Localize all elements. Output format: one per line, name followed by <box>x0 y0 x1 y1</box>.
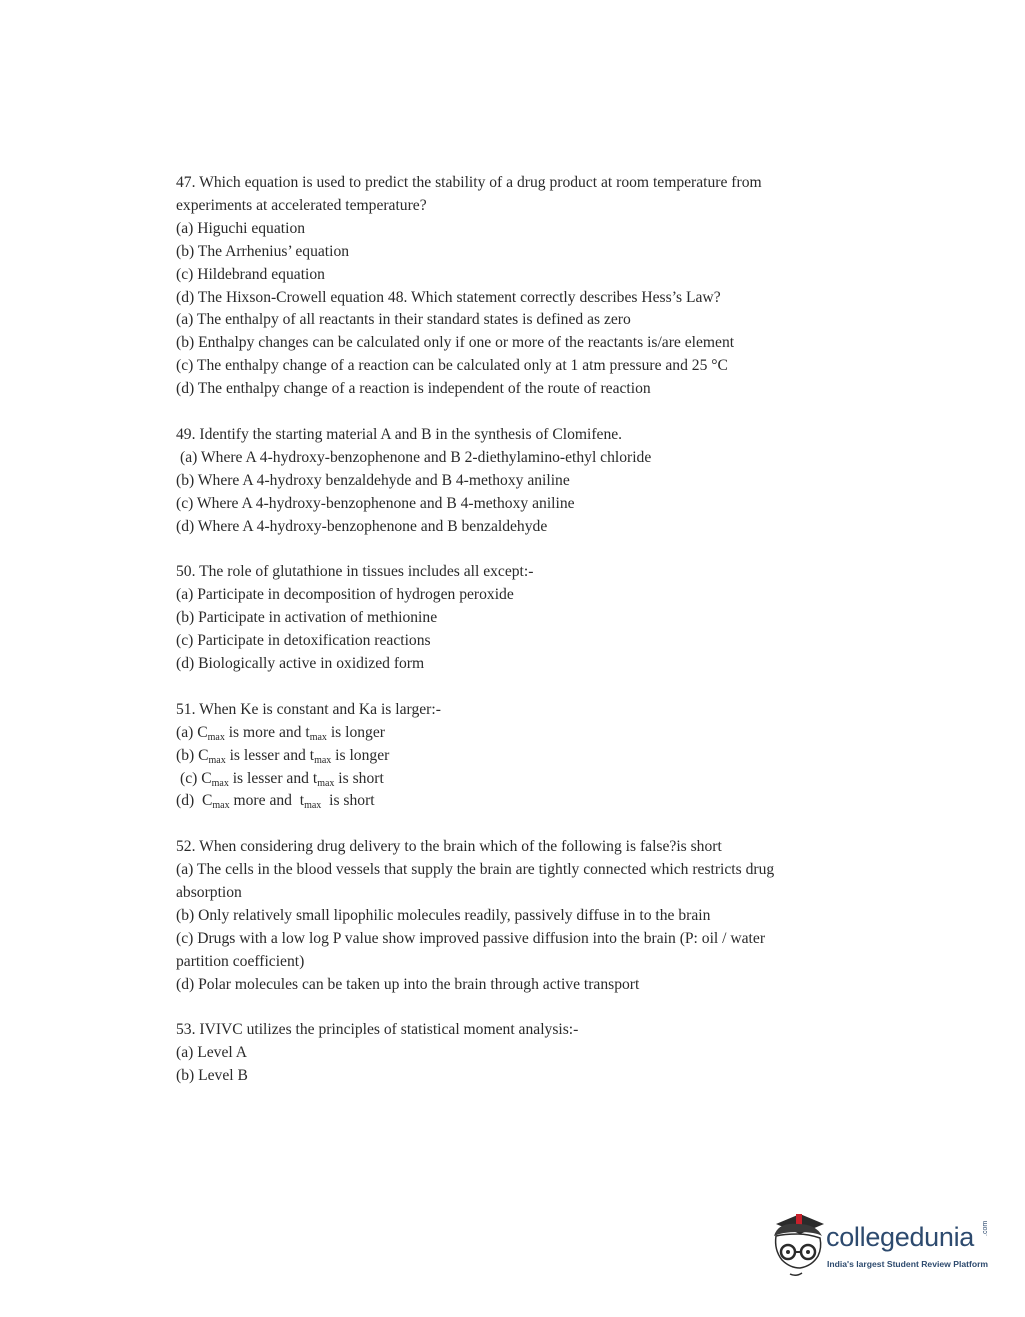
cmax-subscript: max <box>207 731 225 743</box>
q49-question: 49. Identify the starting material A and B in the synthesis of Clomifene. <box>176 425 623 443</box>
q52-option-c-line1: (c) Drugs with a low log P value show improved passive diffusion into the brain (P: oil / water <box>176 929 766 947</box>
q52-option-a-line1: (a) The cells in the blood vessels that supply the brain are tightly connected which restricts drug <box>176 861 775 879</box>
logo-tagline: India's largest Student Review Platform <box>827 1259 989 1269</box>
q51-a-label: (a) C <box>176 723 208 741</box>
q50-option-b: (b) Participate in activation of methionine <box>176 609 438 627</box>
q51-question: 51. When Ke is constant and Ka is larger:- <box>176 700 441 718</box>
q47-option-d: (d) The Hixson-Crowell equation 48. Which statement correctly describes Hess’s Law? <box>176 288 721 306</box>
q50-question: 50. The role of glutathione in tissues includes all except:- <box>176 563 534 581</box>
tmax-subscript: max <box>314 754 332 766</box>
q52-option-d: (d) Polar molecules can be taken up into the brain through active transport <box>176 975 640 993</box>
tmax-subscript: max <box>309 731 327 743</box>
q50-option-c: (c) Participate in detoxification reactions <box>176 632 431 650</box>
q50-option-a: (a) Participate in decomposition of hydrogen peroxide <box>176 586 514 604</box>
q48-option-c: (c) The enthalpy change of a reaction can be calculated only at 1 atm pressure and 25 °C <box>176 357 728 375</box>
q51-option-a <box>176 722 856 745</box>
q49-option-c: (c) Where A 4-hydroxy-benzophenone and B 4-methoxy aniline <box>176 494 575 512</box>
q47-option-b: (b) The Arrhenius’ equation <box>176 242 350 260</box>
q47-line2: experiments at accelerated temperature? <box>176 196 427 214</box>
collegedunia-logo-text: collegedunia <box>826 1222 975 1252</box>
q48-option-b: (b) Enthalpy changes can be calculated only if one or more of the reactants is/are element <box>176 334 735 352</box>
q51-c-mid: is lesser and t <box>228 769 318 787</box>
q51-a-end: is longer <box>326 723 385 741</box>
q52-option-c-line2: partition coefficient) <box>176 952 305 970</box>
q53-option-a: (a) Level A <box>176 1044 248 1062</box>
q47-option-c: (c) Hildebrand equation <box>176 265 325 283</box>
q51-b-label: (b) C <box>176 746 209 764</box>
q47-option-a: (a) Higuchi equation <box>176 219 306 237</box>
q53-option-b: (b) Level B <box>176 1067 248 1085</box>
tmax-subscript: max <box>304 800 322 812</box>
q51-b-mid: is lesser and t <box>225 746 315 764</box>
q51-c-end: is short <box>334 769 384 787</box>
q49-option-b: (b) Where A 4-hydroxy benzaldehyde and B 4-methoxy aniline <box>176 471 570 489</box>
cmax-subscript: max <box>208 754 226 766</box>
logo-com-suffix: .com <box>982 1220 989 1236</box>
tmax-subscript: max <box>317 777 335 789</box>
q51-b-end: is longer <box>331 746 390 764</box>
q52-question: 52. When considering drug delivery to the brain which of the following is false?is short <box>176 838 722 856</box>
q51-option-b <box>176 745 856 768</box>
q50-option-d: (d) Biologically active in oxidized form <box>176 655 425 672</box>
q51-c-label: (c) C <box>180 769 212 787</box>
cmax-subscript: max <box>212 800 230 812</box>
q51-option-d <box>176 790 856 813</box>
q51-d-label: (d) C <box>176 792 213 810</box>
question-content <box>176 172 856 1088</box>
q51-a-mid: is more and t <box>224 723 310 741</box>
q48-option-a: (a) The enthalpy of all reactants in their standard states is defined as zero <box>176 311 631 329</box>
q52-option-b: (b) Only relatively small lipophilic molecules readily, passively diffuse in to the brain <box>176 906 711 924</box>
q47-line1: 47. Which equation is used to predict the stability of a drug product at room temperature from <box>176 174 762 191</box>
q51-d-mid: more and t <box>229 792 305 810</box>
q49-option-a: (a) Where A 4-hydroxy-benzophenone and B 2-diethylamino-ethyl chloride <box>180 448 652 466</box>
q51-option-c <box>176 768 856 791</box>
cmax-subscript: max <box>211 777 229 789</box>
q51-d-end: is short <box>321 792 375 810</box>
q49-option-d: (d) Where A 4-hydroxy-benzophenone and B benzaldehyde <box>176 517 548 535</box>
q53-question: 53. IVIVC utilizes the principles of statistical moment analysis:- <box>176 1021 579 1039</box>
q52-option-a-line2: absorption <box>176 884 242 902</box>
q48-option-d: (d) The enthalpy change of a reaction is independent of the route of reaction <box>176 380 651 398</box>
